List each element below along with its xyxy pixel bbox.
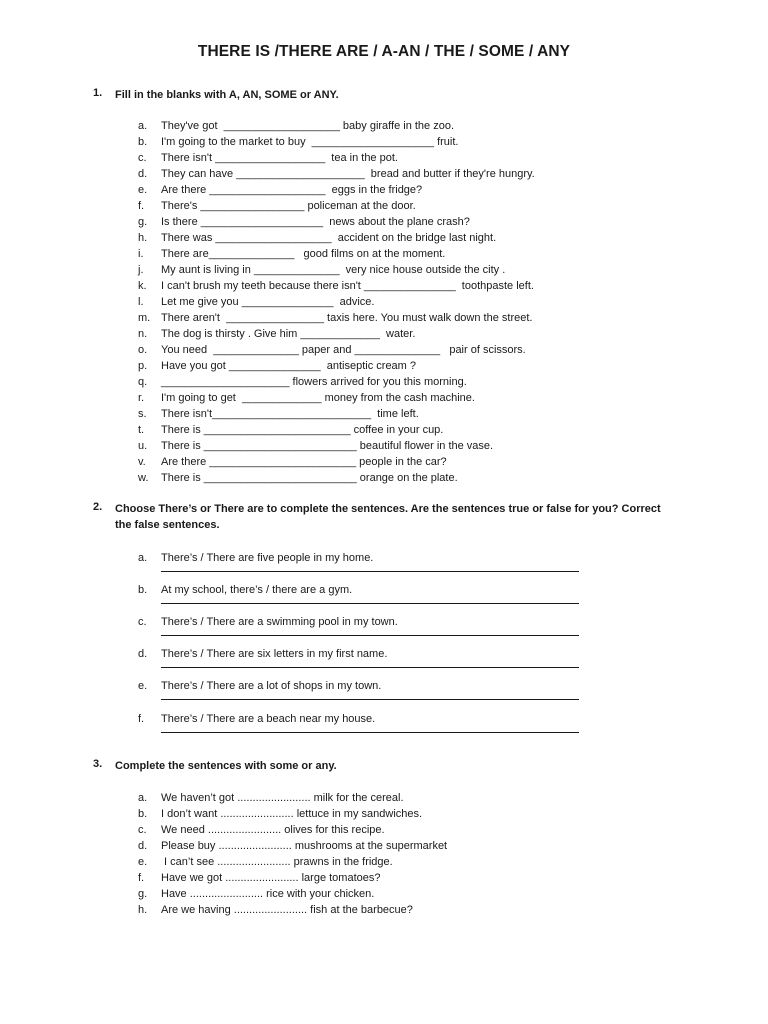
item-text: Are there ___________________ eggs in the fridge? xyxy=(161,184,423,196)
item-letter: j. xyxy=(138,264,144,276)
item-letter: b. xyxy=(138,808,148,820)
item-letter: a. xyxy=(138,120,148,132)
item-text: We haven’t got ........................ milk for the cereal. xyxy=(161,792,404,804)
item-text: Are there ________________________ people in the car? xyxy=(161,456,447,468)
item-letter: a. xyxy=(138,552,148,564)
section-instruction: Choose There’s or There are to complete the sentences. Are the sentences true or false for you? Correct the false sentences. xyxy=(115,503,661,531)
item-letter: g. xyxy=(138,216,148,228)
item-text: Have we got ........................ large tomatoes? xyxy=(161,872,381,884)
item-letter: o. xyxy=(138,344,148,356)
item-letter: d. xyxy=(138,168,148,180)
item-letter: b. xyxy=(138,136,148,148)
item-text: They can have _____________________ bread and butter if they're hungry. xyxy=(161,168,535,180)
item-letter: w. xyxy=(138,472,149,484)
item-letter: l. xyxy=(138,296,144,308)
item-letter: h. xyxy=(138,232,148,244)
item-text: There aren't ________________ taxis here. You must walk down the street. xyxy=(161,312,533,324)
item-letter: k. xyxy=(138,280,147,292)
section-number: 2. xyxy=(93,501,103,513)
item-letter: i. xyxy=(138,248,144,260)
item-text: Please buy ........................ mushrooms at the supermarket xyxy=(161,840,448,852)
item-letter: c. xyxy=(138,824,147,836)
answer-line[interactable] xyxy=(161,635,579,636)
item-text: There’s / There are a lot of shops in my town. xyxy=(161,680,382,693)
item-text: I can’t see ........................ prawns in the fridge. xyxy=(161,856,393,868)
item-letter: u. xyxy=(138,440,148,452)
answer-line[interactable] xyxy=(161,699,579,700)
item-text: There was ___________________ accident on the bridge last night. xyxy=(161,232,497,244)
item-letter: v. xyxy=(138,456,146,468)
item-text: There’s / There are six letters in my first name. xyxy=(161,648,388,661)
section-instruction: Fill in the blanks with A, AN, SOME or ANY. xyxy=(115,89,339,101)
item-letter: c. xyxy=(138,152,147,164)
item-text: There isn't__________________________ time left. xyxy=(161,408,419,420)
item-text: Is there ____________________ news about the plane crash? xyxy=(161,216,470,228)
item-text: _____________________ flowers arrived for you this morning. xyxy=(161,376,467,388)
item-letter: r. xyxy=(138,392,145,404)
item-text: There is _________________________ beautiful flower in the vase. xyxy=(161,440,494,452)
item-text: I'm going to the market to buy ____________________ fruit. xyxy=(161,136,459,148)
item-letter: f. xyxy=(138,872,145,884)
item-text: The dog is thirsty . Give him _____________ water. xyxy=(161,328,416,340)
item-text: Let me give you _______________ advice. xyxy=(161,296,375,308)
item-text: They've got ___________________ baby giraffe in the zoo. xyxy=(161,120,455,132)
item-letter: n. xyxy=(138,328,148,340)
item-text: You need ______________ paper and ______________ pair of scissors. xyxy=(161,344,526,356)
item-letter: b. xyxy=(138,584,148,597)
item-letter: h. xyxy=(138,904,148,916)
item-text: We need ........................ olives for this recipe. xyxy=(161,824,385,836)
item-text: I'm going to get _____________ money from the cash machine. xyxy=(161,392,475,404)
item-letter: t. xyxy=(138,424,145,436)
answer-line[interactable] xyxy=(161,732,579,733)
item-text: Have you got _______________ antiseptic cream ? xyxy=(161,360,417,372)
item-text: There is ________________________ coffee in your cup. xyxy=(161,424,444,436)
worksheet-title: THERE IS /THERE ARE / A-AN / THE / SOME / ANY xyxy=(197,43,571,60)
answer-line[interactable] xyxy=(161,667,579,668)
section-instruction: Complete the sentences with some or any. xyxy=(115,760,337,772)
item-letter: d. xyxy=(138,840,148,852)
section-number: 1. xyxy=(93,87,103,99)
item-letter: s. xyxy=(138,408,147,420)
item-letter: e. xyxy=(138,680,148,693)
item-letter: m. xyxy=(138,312,151,324)
section-number: 3. xyxy=(93,758,103,770)
item-text: Are we having ........................ fish at the barbecue? xyxy=(161,904,413,916)
item-letter: e. xyxy=(138,184,148,196)
item-text: I don’t want ........................ lettuce in my sandwiches. xyxy=(161,808,423,820)
answer-line[interactable] xyxy=(161,603,579,604)
item-text: There isn't __________________ tea in the pot. xyxy=(161,152,398,164)
item-text: There’s / There are a beach near my house. xyxy=(161,712,376,725)
item-text: There's _________________ policeman at the door. xyxy=(161,200,416,212)
item-letter: p. xyxy=(138,360,148,372)
item-text: There is _________________________ orange on the plate. xyxy=(161,472,458,484)
item-text: I can't brush my teeth because there isn't _______________ toothpaste left. xyxy=(161,280,534,292)
item-letter: c. xyxy=(138,616,147,629)
item-text: There’s / There are a swimming pool in my town. xyxy=(161,616,398,629)
item-text: There’s / There are five people in my home. xyxy=(161,552,374,564)
item-letter: f. xyxy=(138,200,145,212)
item-text: Have ........................ rice with your chicken. xyxy=(161,888,375,900)
item-letter: e. xyxy=(138,856,148,868)
item-text: There are______________ good films on at the moment. xyxy=(161,248,446,260)
item-letter: g. xyxy=(138,888,148,900)
item-letter: f. xyxy=(138,712,145,725)
item-letter: d. xyxy=(138,648,148,661)
item-letter: q. xyxy=(138,376,148,388)
item-letter: a. xyxy=(138,792,148,804)
answer-line[interactable] xyxy=(161,571,579,572)
item-text: At my school, there’s / there are a gym. xyxy=(161,584,353,597)
item-text: My aunt is living in ______________ very nice house outside the city . xyxy=(161,264,506,276)
